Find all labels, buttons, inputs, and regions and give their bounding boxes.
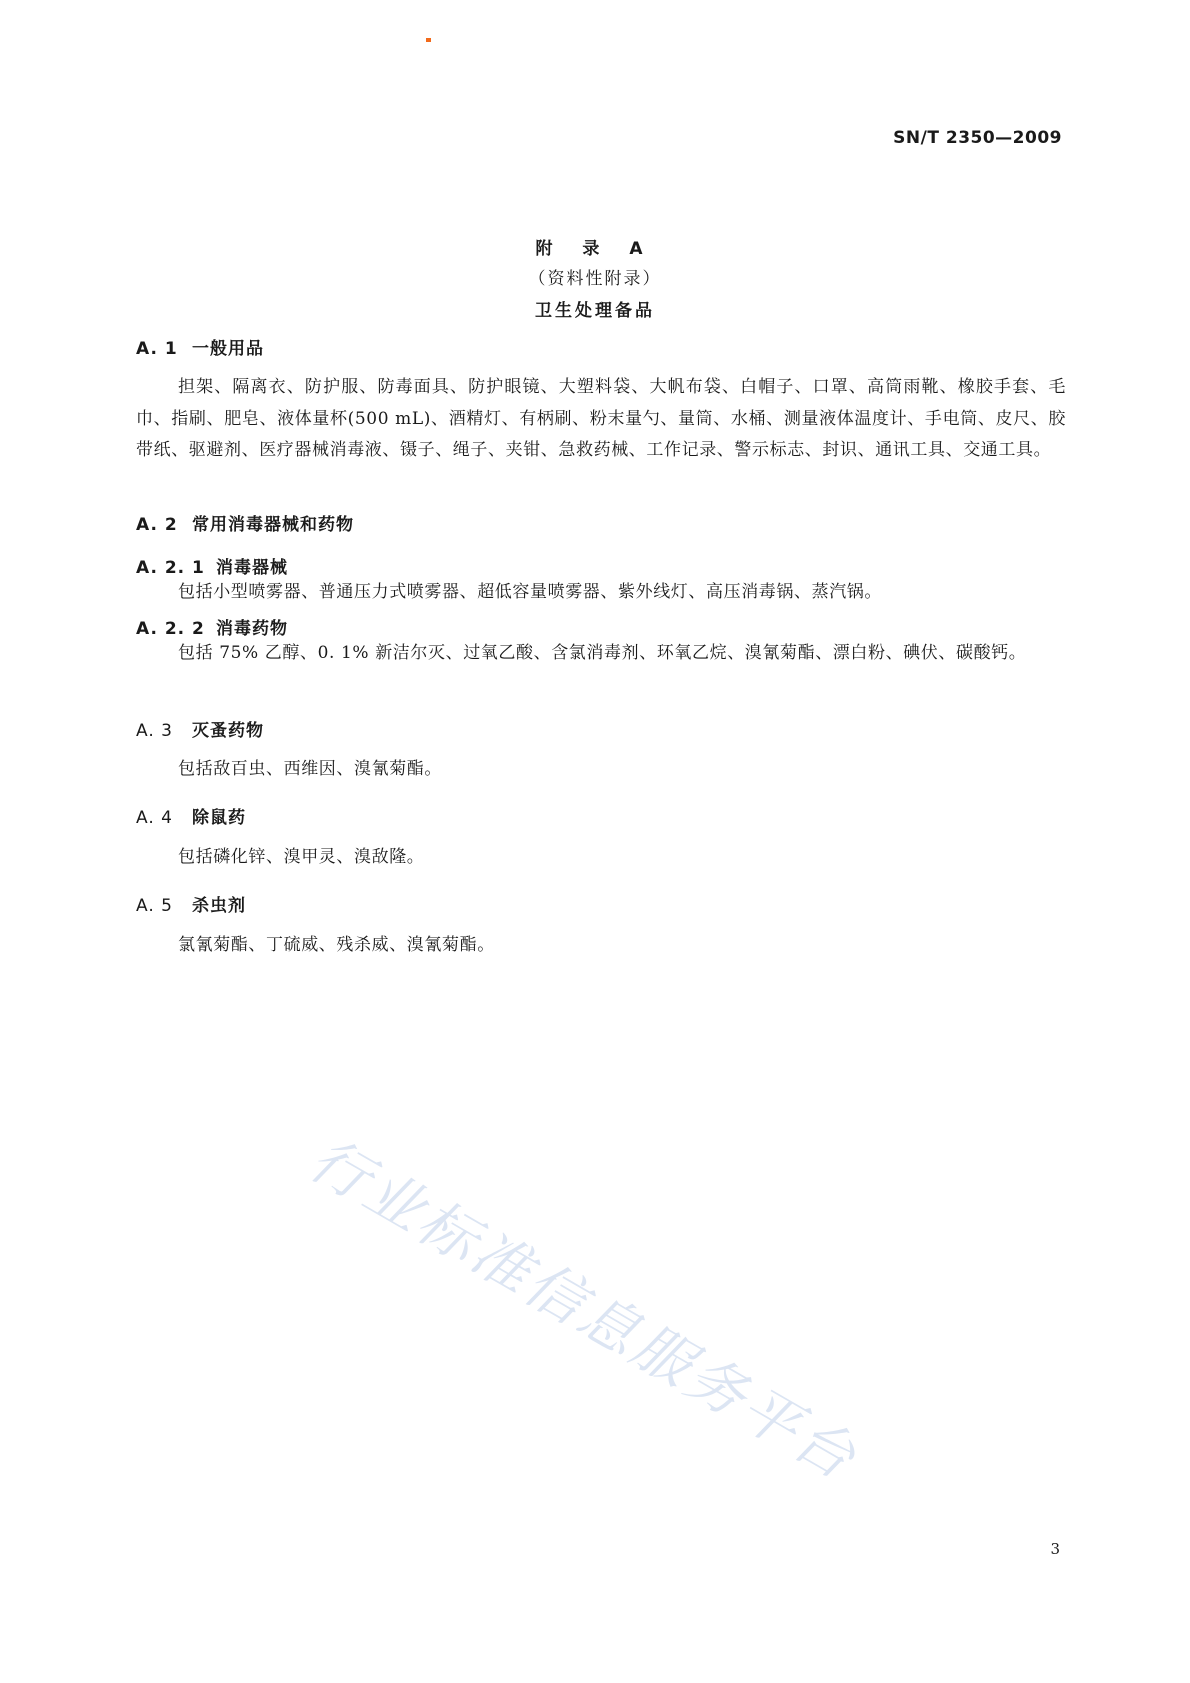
section-title: 一般用品 [192,339,264,359]
section-a3-heading [136,716,264,741]
appendix-type: （资料性附录） [528,269,662,289]
section-title: 杀虫剂 [192,896,246,916]
section-title: 常用消毒器械和药物 [192,515,354,535]
section-a22-heading [136,614,288,639]
section-a2-heading [136,510,354,535]
page-number: 3 [1050,1540,1060,1558]
section-number: A. 2. 2 [136,619,205,639]
section-title: 灭蚤药物 [192,721,264,741]
section-number: A. 5 [136,896,173,916]
section-a21-text: 包括小型喷雾器、普通压力式喷雾器、超低容量喷雾器、紫外线灯、高压消毒锅、蒸汽锅。 [178,582,882,602]
section-number: A. 2. 1 [136,558,205,578]
section-a1-heading [136,334,264,359]
section-a21-heading [136,553,288,578]
section-a5-heading [136,891,246,916]
standard-code: SN/T 2350—2009 [893,128,1062,148]
section-number: A. 4 [136,808,173,828]
section-a1-text: 担架、隔离衣、防护服、防毒面具、防护眼镜、大塑料袋、大帆布袋、白帽子、口罩、高筒雨靴、橡胶手套、毛巾、指刷、肥皂、液体量杯(500 mL)、酒精灯、有柄刷、粉末量勺、量筒、水桶、测量液体温度计、手电筒、皮尺、胶带纸、驱避剂、医疗器械消毒液、镊子、绳子、夹钳、急救药械、工作记录、警示标志、封识、通讯工具、交通工具。 [136,377,1066,460]
section-title: 消毒药物 [216,619,288,639]
section-a3-text: 包括敌百虫、西维因、溴氰菊酯。 [178,759,442,779]
section-a4-heading [136,803,246,828]
appendix-title: 附 录 A [535,239,655,259]
orange-mark [426,38,431,42]
section-title: 除鼠药 [192,808,246,828]
section-a5-text: 氯氰菊酯、丁硫威、残杀威、溴氰菊酯。 [178,935,495,955]
section-title: 消毒器械 [216,558,288,578]
section-a4-text: 包括磷化锌、溴甲灵、溴敌隆。 [178,847,425,867]
watermark: 行业标准信息服务平台 [298,1124,870,1494]
section-a22-text: 包括 75% 乙醇、0. 1% 新洁尔灭、过氧乙酸、含氯消毒剂、环氧乙烷、溴氰菊酯、漂白粉、碘伏、碳酸钙。 [178,643,1027,663]
section-number: A. 1 [136,339,178,359]
section-number: A. 2 [136,515,178,535]
section-number: A. 3 [136,721,173,741]
appendix-name: 卫生处理备品 [535,301,655,321]
